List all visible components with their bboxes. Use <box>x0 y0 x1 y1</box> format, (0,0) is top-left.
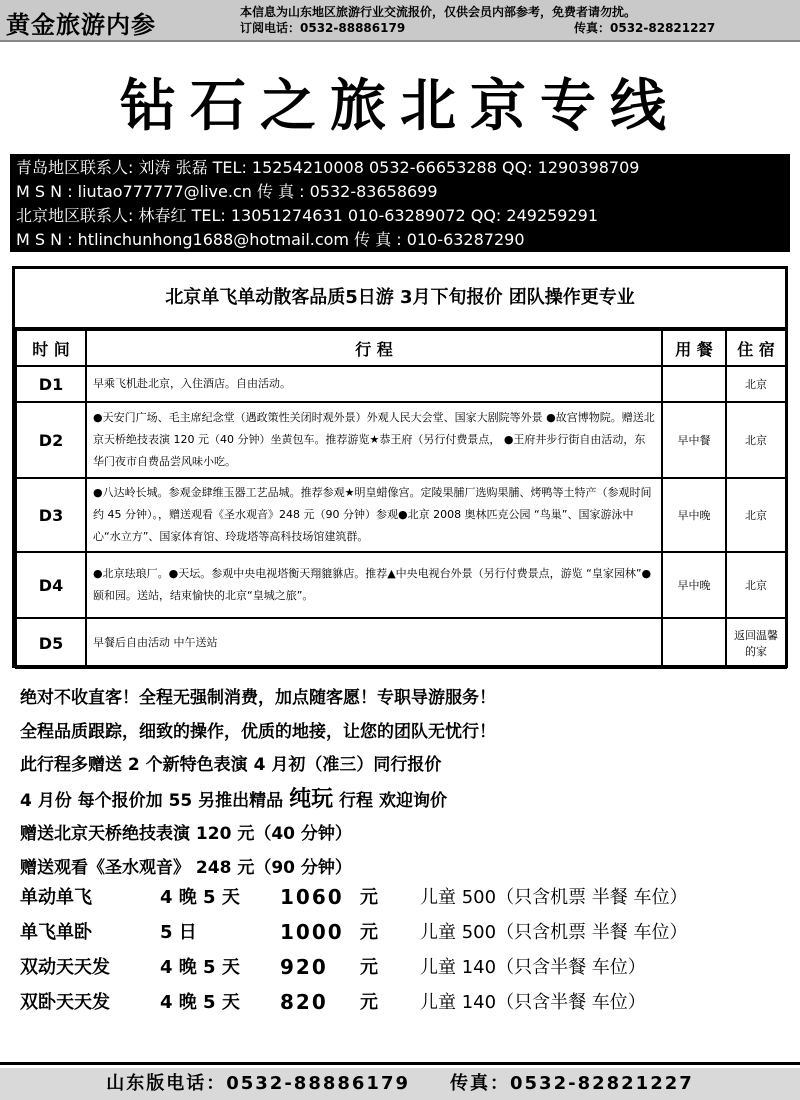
stay-cell: 北京 <box>726 366 786 402</box>
note-line: 赠送北京天桥绝技表演 120 元（40 分钟） <box>20 824 352 844</box>
stay-cell: 返回温馨的家 <box>726 618 786 668</box>
header-meal: 用 餐 <box>662 330 726 366</box>
footer-phone: 山东版电话：0532-88886179 <box>106 1073 410 1094</box>
note-line: 此行程多赠送 2 个新特色表演 4 月初（准三）同行报价 <box>20 755 442 775</box>
plan-cell: ●天安门广场、毛主席纪念堂（遇政策性关闭时观外景）外观人民大会堂、国家大剧院等外景 ●故宫博物院。赠送北京天桥绝技表演 120 元（40 分钟）坐黄包车。推荐游览★恭王府（另行付费景点， ●王府井步行街自由活动，东华门夜市自费品尝风味小吃。 <box>86 402 662 478</box>
note-line: 全程品质跟踪，细致的操作，优质的地接，让您的团队无忧行！ <box>20 721 496 742</box>
contact-line: 青岛地区联系人: 刘涛 张磊 TEL: 15254210008 0532-66653288 QQ: 1290398709 <box>16 158 640 177</box>
price-value: 1060 <box>280 885 344 909</box>
notes-block <box>20 682 790 885</box>
price-name: 单飞单卧 <box>20 922 92 943</box>
order-phone: 订阅电话：0532-88886179 <box>240 21 406 35</box>
page-title: 钻石之旅北京专线 <box>120 73 680 139</box>
note-line4-c: 行程 欢迎询价 <box>339 790 447 811</box>
price-child: 儿童 500（只含机票 半餐 车位） <box>420 887 688 908</box>
header-stay: 住 宿 <box>726 330 786 366</box>
price-duration: 4 晚 5 天 <box>160 887 240 908</box>
day-cell: D3 <box>16 478 86 552</box>
contact-line: 北京地区联系人: 林春红 TEL: 13051274631 010-63289072 QQ: 249259291 <box>16 206 599 225</box>
price-value: 920 <box>280 955 328 979</box>
note-line <box>20 783 790 819</box>
pricing-list <box>20 880 790 1020</box>
price-name: 双卧天天发 <box>20 992 110 1013</box>
price-child: 儿童 140（只含半餐 车位） <box>420 992 646 1013</box>
price-child: 儿童 500（只含机票 半餐 车位） <box>420 922 688 943</box>
price-value: 1000 <box>280 920 344 944</box>
note-line: 赠送观看《圣水观音》 248 元（90 分钟） <box>20 857 352 878</box>
header-note-line1: 本信息为山东地区旅游行业交流报价，仅供会员内部参考，免费者请勿扰。 <box>240 5 637 19</box>
day-cell: D1 <box>16 366 86 402</box>
contact-line: M S N : liutao777777@live.cn 传 真 : 0532-83658699 <box>16 182 438 201</box>
price-duration: 4 晚 5 天 <box>160 957 240 978</box>
price-duration: 4 晚 5 天 <box>160 992 240 1013</box>
stay-cell: 北京 <box>726 478 786 552</box>
price-name: 单动单飞 <box>20 887 92 908</box>
meal-cell <box>662 366 726 402</box>
stay-cell: 北京 <box>726 402 786 478</box>
meal-cell: 早中晚 <box>662 552 726 618</box>
table-header-row <box>16 330 786 366</box>
day-cell: D2 <box>16 402 86 478</box>
table-row <box>16 402 786 478</box>
price-row <box>20 950 790 985</box>
note-line4-highlight: 纯玩 <box>289 786 334 812</box>
price-value: 820 <box>280 990 328 1014</box>
plan-cell: ●北京珐琅厂。●天坛。参观中央电视塔衡天翔貔貅店。推荐▲中央电视台外景（另行付费景点，游览 “皇家园林”●颐和园。送站，结束愉快的北京“皇城之旅”。 <box>86 552 662 618</box>
table-row <box>16 478 786 552</box>
meal-cell: 早中晚 <box>662 478 726 552</box>
brand-title: 黄金旅游内参 <box>6 11 156 39</box>
plan-cell: ●八达岭长城。参观金肆维玉器工艺品城。推荐参观★明皇蜡像宫。定陵果脯厂选购果脯、烤鸭等土特产（参观时间约 45 分钟）。，赠送观看《圣水观音》248 元（90 分钟）参观●北京 2008 奥林匹克公园 “鸟巢”、国家游泳中心“水立方”、国家体育馆、玲珑塔等高科技场馆建筑群。 <box>86 478 662 552</box>
price-row <box>20 985 790 1020</box>
day-cell: D5 <box>16 618 86 668</box>
table-row <box>16 618 786 668</box>
day-cell: D4 <box>16 552 86 618</box>
price-unit: 元 <box>360 992 378 1013</box>
price-unit: 元 <box>360 922 378 943</box>
note-line: 绝对不收直客！全程无强制消费，加点随客愿！专职导游服务！ <box>20 688 496 708</box>
footer-bar <box>0 1068 800 1100</box>
note-line4-a: 4 月份 每个报价加 55 另推出精品 <box>20 790 284 811</box>
header-note <box>240 4 716 36</box>
header-plan: 行 程 <box>86 330 662 366</box>
stay-cell: 北京 <box>726 552 786 618</box>
price-unit: 元 <box>360 957 378 978</box>
price-name: 双动天天发 <box>20 957 110 978</box>
plan-cell: 早乘飞机赴北京，入住酒店。自由活动。 <box>86 366 662 402</box>
header-time: 时 间 <box>16 330 86 366</box>
footer-divider <box>0 1062 800 1065</box>
footer-fax: 传真：0532-82821227 <box>450 1073 694 1094</box>
table-row <box>16 366 786 402</box>
price-row <box>20 915 790 950</box>
price-row <box>20 880 790 915</box>
contacts-panel <box>10 154 790 252</box>
plan-cell: 早餐后自由活动 中午送站 <box>86 618 662 668</box>
contact-line: M S N : htlinchunhong1688@hotmail.com 传 真 : 010-63287290 <box>16 230 525 249</box>
price-unit: 元 <box>360 887 378 908</box>
header-bar <box>0 0 800 42</box>
price-child: 儿童 140（只含半餐 车位） <box>420 957 646 978</box>
meal-cell: 早中餐 <box>662 402 726 478</box>
price-duration: 5 日 <box>160 922 197 943</box>
itinerary-table <box>12 266 788 668</box>
meal-cell <box>662 618 726 668</box>
header-fax: 传真：0532-82821227 <box>574 21 716 35</box>
itinerary-title: 北京单飞单动散客品质5日游 3月下旬报价 团队操作更专业 <box>15 269 785 329</box>
table-row <box>16 552 786 618</box>
